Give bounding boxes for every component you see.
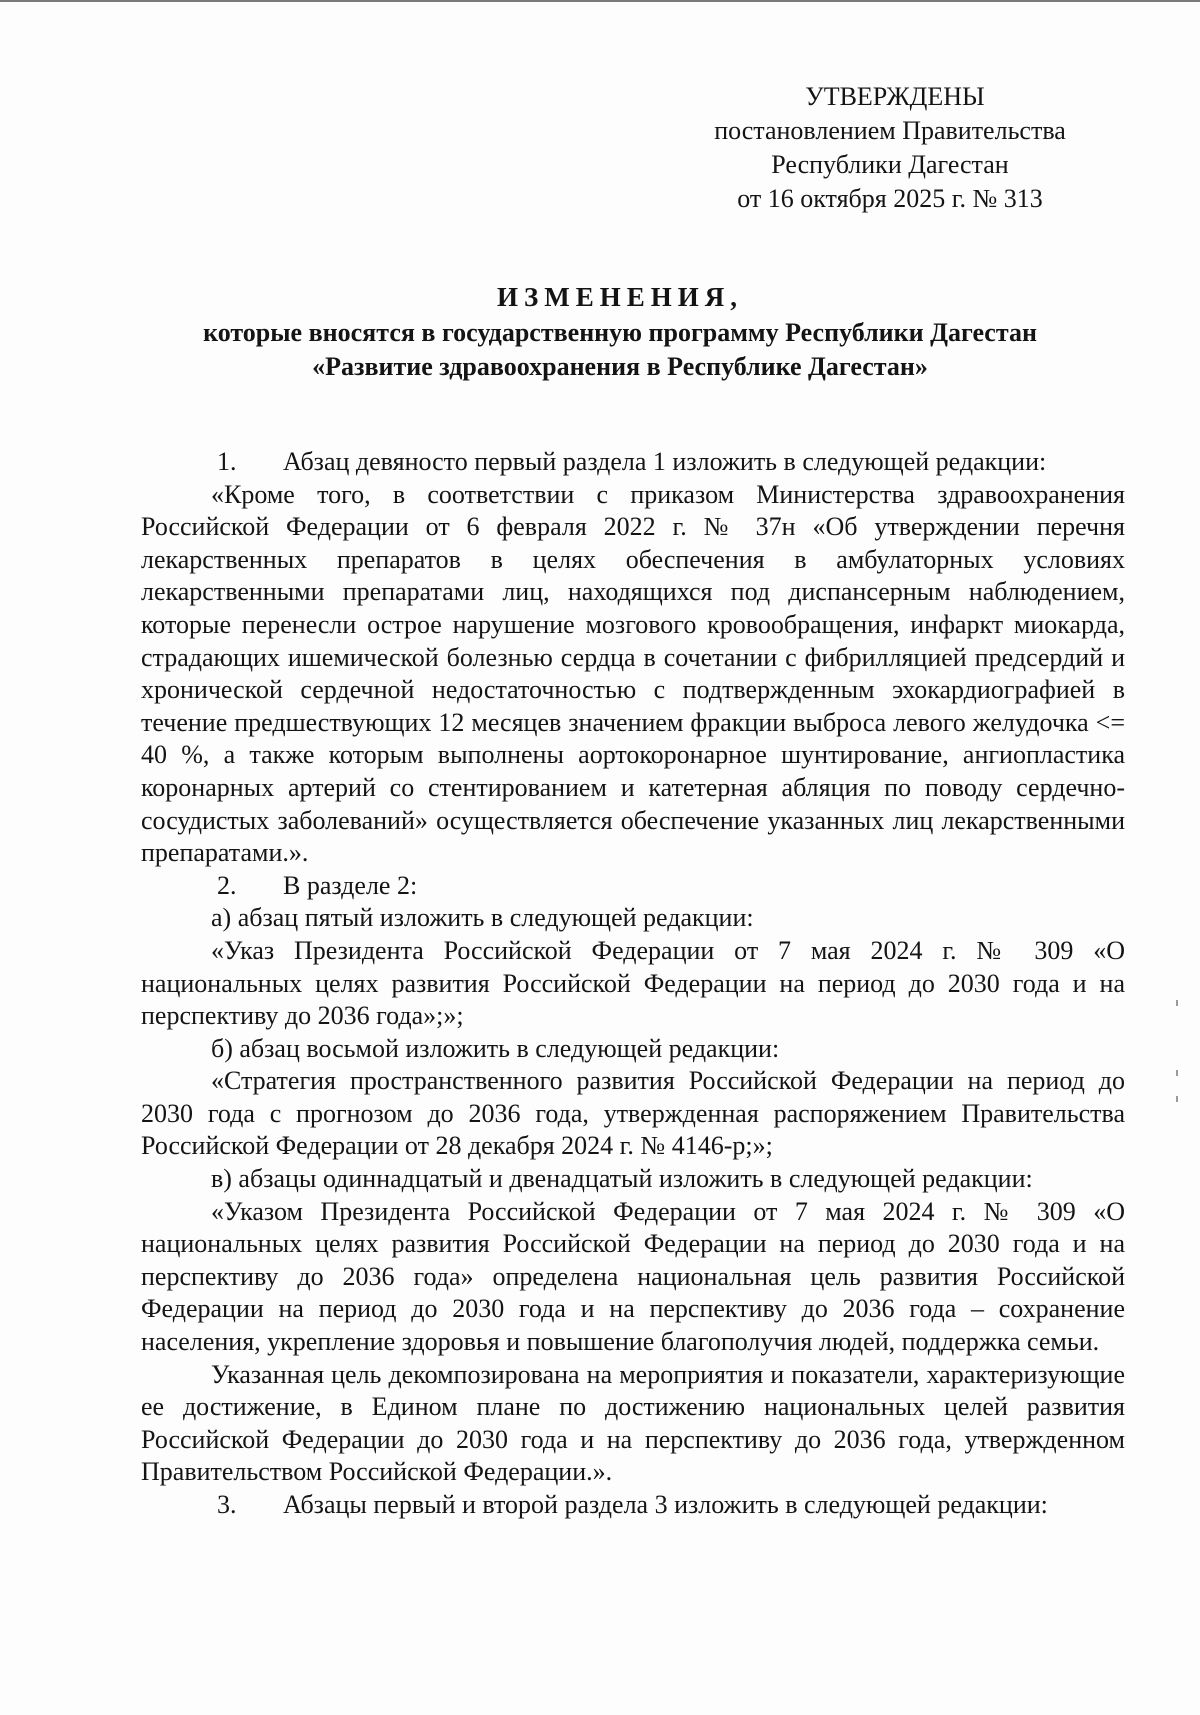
item-1-text: Абзац девяносто первый раздела 1 изложить в следующей редакции: (283, 447, 1047, 476)
approval-line-2: Республики Дагестан (771, 150, 1009, 179)
item-2-b-quote: «Стратегия пространственного развития Российской Федерации на период до 2030 года с прогнозом до 2036 года, утвержденная распоряжением Правительства Российской Федерации от 28 декабря 2024 г. № 4146-р;»; (141, 1066, 1125, 1161)
item-2-text: В разделе 2: (283, 870, 418, 900)
scan-speck (1176, 1096, 1178, 1102)
item-1 (141, 446, 1125, 479)
document-body (141, 446, 1125, 1522)
item-2-number: 2. (217, 870, 237, 900)
scan-speck (1176, 1000, 1178, 1006)
heading-subtitle-2: «Развитие здравоохранения в Республике Дагестан» (312, 352, 928, 381)
item-2-a: а) абзац пятый изложить в следующей редакции: (211, 903, 754, 933)
item-3 (141, 1489, 1125, 1522)
item-1-number: 1. (217, 447, 237, 476)
item-2-c-quote-1: «Указом Президента Российской Федерации от 7 мая 2024 г. № 309 «О национальных целях развития Российской Федерации на период до 2030 года и на перспективу до 2036 года» определена национальная цель развития Российской Федерации на период до 2030 года и на перспективу до 2036 года – сохранение населения, укрепление здоровья и повышение благополучия людей, поддержка семьи. (141, 1196, 1125, 1357)
approval-stamp-block (640, 80, 1140, 216)
item-3-number: 3. (217, 1490, 237, 1519)
item-2-c: в) абзацы одиннадцатый и двенадцатый изложить в следующей редакции: (211, 1164, 1033, 1194)
item-3-text: Абзацы первый и второй раздела 3 изложить в следующей редакции: (283, 1490, 1048, 1519)
document-heading (140, 278, 1100, 384)
heading-title: ИЗМЕНЕНИЯ, (496, 282, 743, 312)
item-2-c-quote-2: Указанная цель декомпозирована на мероприятия и показатели, характеризующие ее достижение, в Едином плане по достижению национальных целей развития Российской Федерации до 2030 года и на перспективу до 2036 года, утвержденном Правительством Российской Федерации.». (141, 1359, 1125, 1487)
approval-title: УТВЕРЖДЕНЫ (805, 82, 985, 111)
item-2 (141, 870, 1125, 903)
scan-specks (1176, 1000, 1180, 1120)
item-1-quote: «Кроме того, в соответствии с приказом Министерства здравоохранения Российской Федерации от 6 февраля 2022 г. № 37н «Об утверждении перечня лекарственных препаратов в целях обеспечения в амбулаторных условиях лекарственными препаратами лиц, находящихся под диспансерным наблюдением, которые перенесли острое нарушение мозгового кровообращения, инфаркт миокарда, страдающих ишемической болезнью сердца в сочетании с фибрилляцией предсердий и хронической сердечной недостаточностью с подтвержденным эхокардиографией в течение предшествующих 12 месяцев значением фракции выброса левого желудочка <= 40 %, а также которым выполнены аортокоронарное шунтирование, ангиопластика коронарных артерий со стентированием и катетерная абляция по поводу сердечно-сосудистых заболеваний» осуществляется обеспечение указанных лиц лекарственными препаратами.». (141, 479, 1125, 868)
heading-subtitle-1: которые вносятся в государственную программу Республики Дагестан (203, 318, 1037, 347)
approval-line-1: постановлением Правительства (714, 116, 1066, 145)
item-2-b: б) абзац восьмой изложить в следующей редакции: (211, 1033, 780, 1063)
approval-line-3: от 16 октября 2025 г. № 313 (737, 184, 1043, 213)
item-2-a-quote: «Указ Президента Российской Федерации от 7 мая 2024 г. № 309 «О национальных целях развития Российской Федерации на период до 2030 года и на перспективу до 2036 года»;»; (141, 935, 1125, 1031)
scan-border-top (0, 0, 1200, 2)
scan-speck (1176, 1070, 1178, 1076)
